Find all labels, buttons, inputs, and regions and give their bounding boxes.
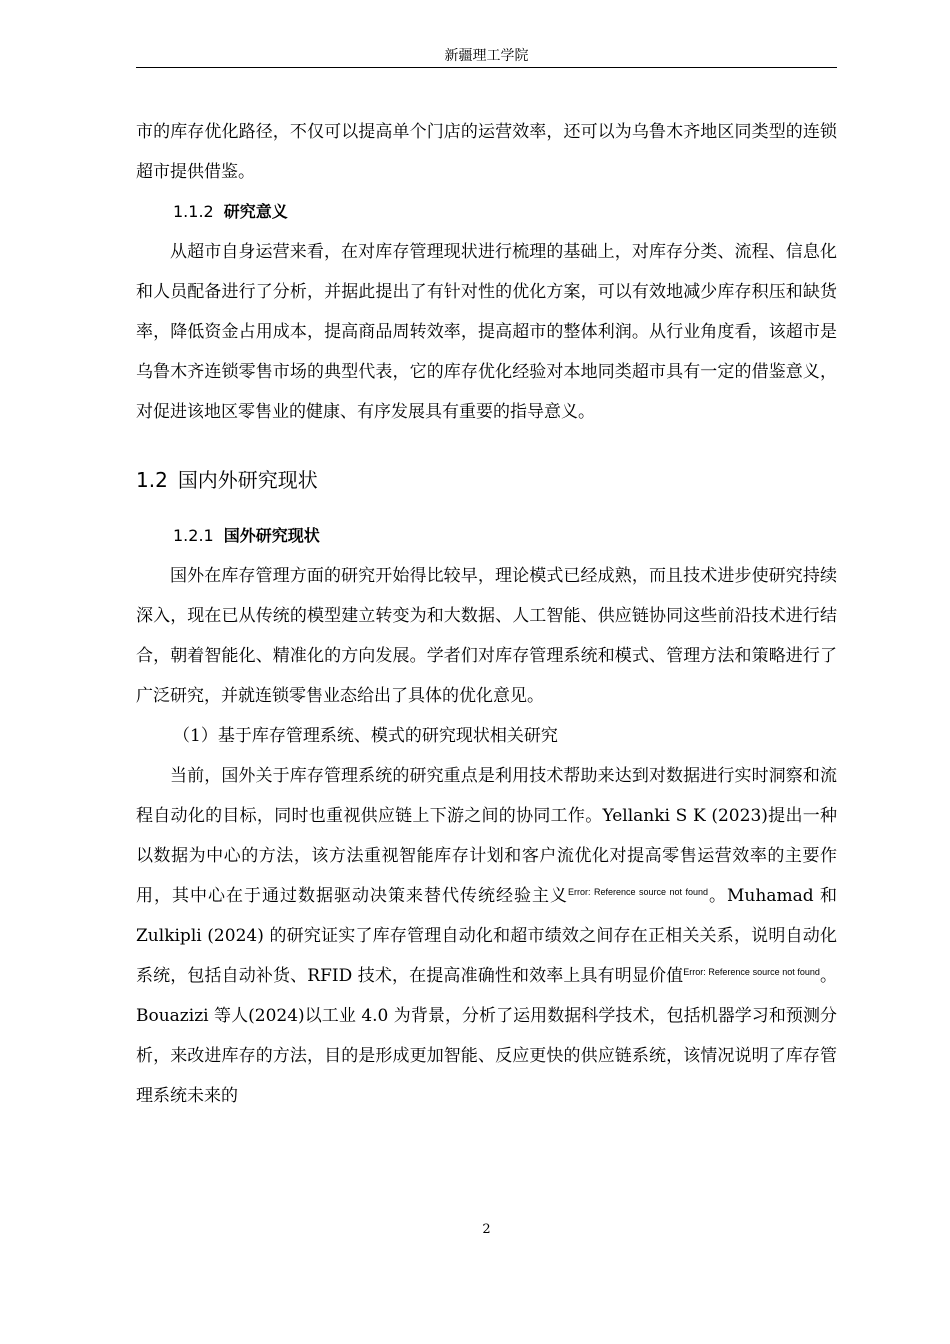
section-number: 1.2.1 [173, 526, 214, 545]
page-header: 新疆理工学院 [444, 48, 529, 64]
paragraph-inventory-systems [136, 756, 837, 1116]
section-number: 1.2 [136, 468, 168, 492]
paragraph-text-c: 。Bouazizi 等人(2024)以工业 4.0 为背景，分析了运用数据科学技术，包括机器学习和预测分析，来改进库存的方法，目的是形成更加智能、反应更快的供应链系统，该情况说明了库存管理系统未来的 [136, 966, 838, 1106]
section-heading-1-2-1 [136, 516, 837, 556]
paragraph-foreign-research: 国外在库存管理方面的研究开始得比较早，理论模式已经成熟，而且技术进步使研究持续深入，现在已从传统的模型建立转变为和大数据、人工智能、供应链协同这些前沿技术进行结合，朝着智能化、精准化的方向发展。学者们对库存管理系统和模式、管理方法和策略进行了广泛研究，并就连锁零售业态给出了具体的优化意见。 [136, 566, 837, 706]
header-rule [136, 67, 837, 68]
paragraph-text-a: 当前，国外关于库存管理系统的研究重点是利用技术帮助来达到对数据进行实时洞察和流程自动化的目标，同时也重视供应链上下游之间的协同工作。Yellanki S K (2023)提出一种以数据为中心的方法，该方法重视智能库存计划和客户流优化对提高零售运营效率的主要作用，其中心在于通过数据驱动决策来替代传统经验主义 [136, 766, 837, 906]
section-heading-1-1-2 [136, 192, 837, 232]
page-number: 2 [482, 1222, 491, 1237]
body-content [136, 112, 837, 1116]
section-title: 国外研究现状 [223, 526, 320, 545]
paragraph-continuation: 市的库存优化路径，不仅可以提高单个门店的运营效率，还可以为乌鲁木齐地区同类型的连锁超市提供借鉴。 [136, 122, 837, 182]
list-item-1: （1）基于库存管理系统、模式的研究现状相关研究 [173, 726, 558, 746]
reference-error-2: Error: Reference source not found [683, 967, 820, 977]
paragraph-text-b: 。Muhamad 和 Zulkipli (2024) 的研究证实了库存管理自动化和超市绩效之间存在正相关关系，说明自动化系统，包括自动补货、RFID 技术，在提高准确性和效率上具有明显价值 [136, 886, 838, 986]
section-number: 1.1.2 [173, 202, 214, 221]
section-heading-1-2 [136, 460, 837, 500]
paragraph-research-significance: 从超市自身运营来看，在对库存管理现状进行梳理的基础上，对库存分类、流程、信息化和人员配备进行了分析，并据此提出了有针对性的优化方案，可以有效地减少库存积压和缺货率，降低资金占用成本，提高商品周转效率，提高超市的整体利润。从行业角度看，该超市是乌鲁木齐连锁零售市场的典型代表，它的库存优化经验对本地同类超市具有一定的借鉴意义，对促进该地区零售业的健康、有序发展具有重要的指导意义。 [136, 242, 837, 422]
reference-error-1: Error: Reference source not found [567, 887, 709, 897]
section-title: 国内外研究现状 [177, 468, 318, 492]
section-title: 研究意义 [223, 202, 288, 221]
